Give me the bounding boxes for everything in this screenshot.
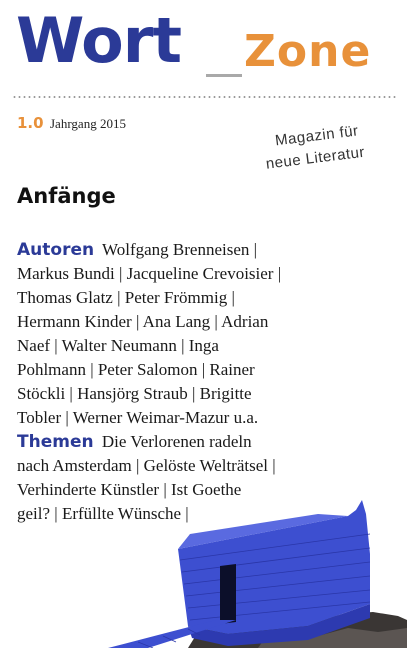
- themes-line: geil? | Erfüllte Wünsche |: [17, 504, 189, 523]
- authors-line: Thomas Glatz | Peter Frömmig |: [17, 288, 235, 307]
- authors-line: Tobler | Werner Weimar-Mazur u.a.: [17, 408, 259, 427]
- authors-line: Pohlmann | Peter Salomon | Rainer: [17, 360, 255, 379]
- tagline-line1: Magazin für: [274, 122, 360, 150]
- tagline: [262, 116, 396, 176]
- authors-line: Markus Bundi | Jacqueline Crevoisier |: [17, 264, 282, 283]
- issue-title: Anfänge: [17, 184, 116, 208]
- ark-hull: [178, 500, 370, 634]
- themes-line: Verhinderte Künstler | Ist Goethe: [17, 480, 242, 499]
- themes-line: [17, 430, 397, 454]
- logo-wort: Wort: [16, 4, 181, 77]
- issue-number: 1.0: [17, 114, 44, 132]
- authors-line: Hermann Kinder | Ana Lang | Adrian: [17, 312, 269, 331]
- logo-underscore: [206, 74, 242, 77]
- authors-text: Wolfgang Brenneisen |: [102, 240, 258, 259]
- themes-heading: Themen: [17, 432, 94, 452]
- logo-zone: Zone: [244, 26, 372, 77]
- authors-line: Stöckli | Hansjörg Straub | Brigitte: [17, 384, 252, 403]
- authors-line: Naef | Walter Neumann | Inga: [17, 336, 219, 355]
- ark-door: [220, 564, 236, 624]
- issue-year: Jahrgang 2015: [50, 116, 126, 131]
- dotted-divider: [12, 96, 398, 98]
- tagline-line2: neue Literatur: [264, 143, 366, 173]
- contents-block: [17, 238, 397, 526]
- themes-text: Die Verlorenen radeln: [101, 432, 252, 451]
- themes-line: nach Amsterdam | Gelöste Welträtsel |: [17, 456, 276, 475]
- ark-image: [108, 494, 407, 648]
- authors-line: [17, 238, 397, 262]
- authors-heading: Autoren: [17, 240, 95, 260]
